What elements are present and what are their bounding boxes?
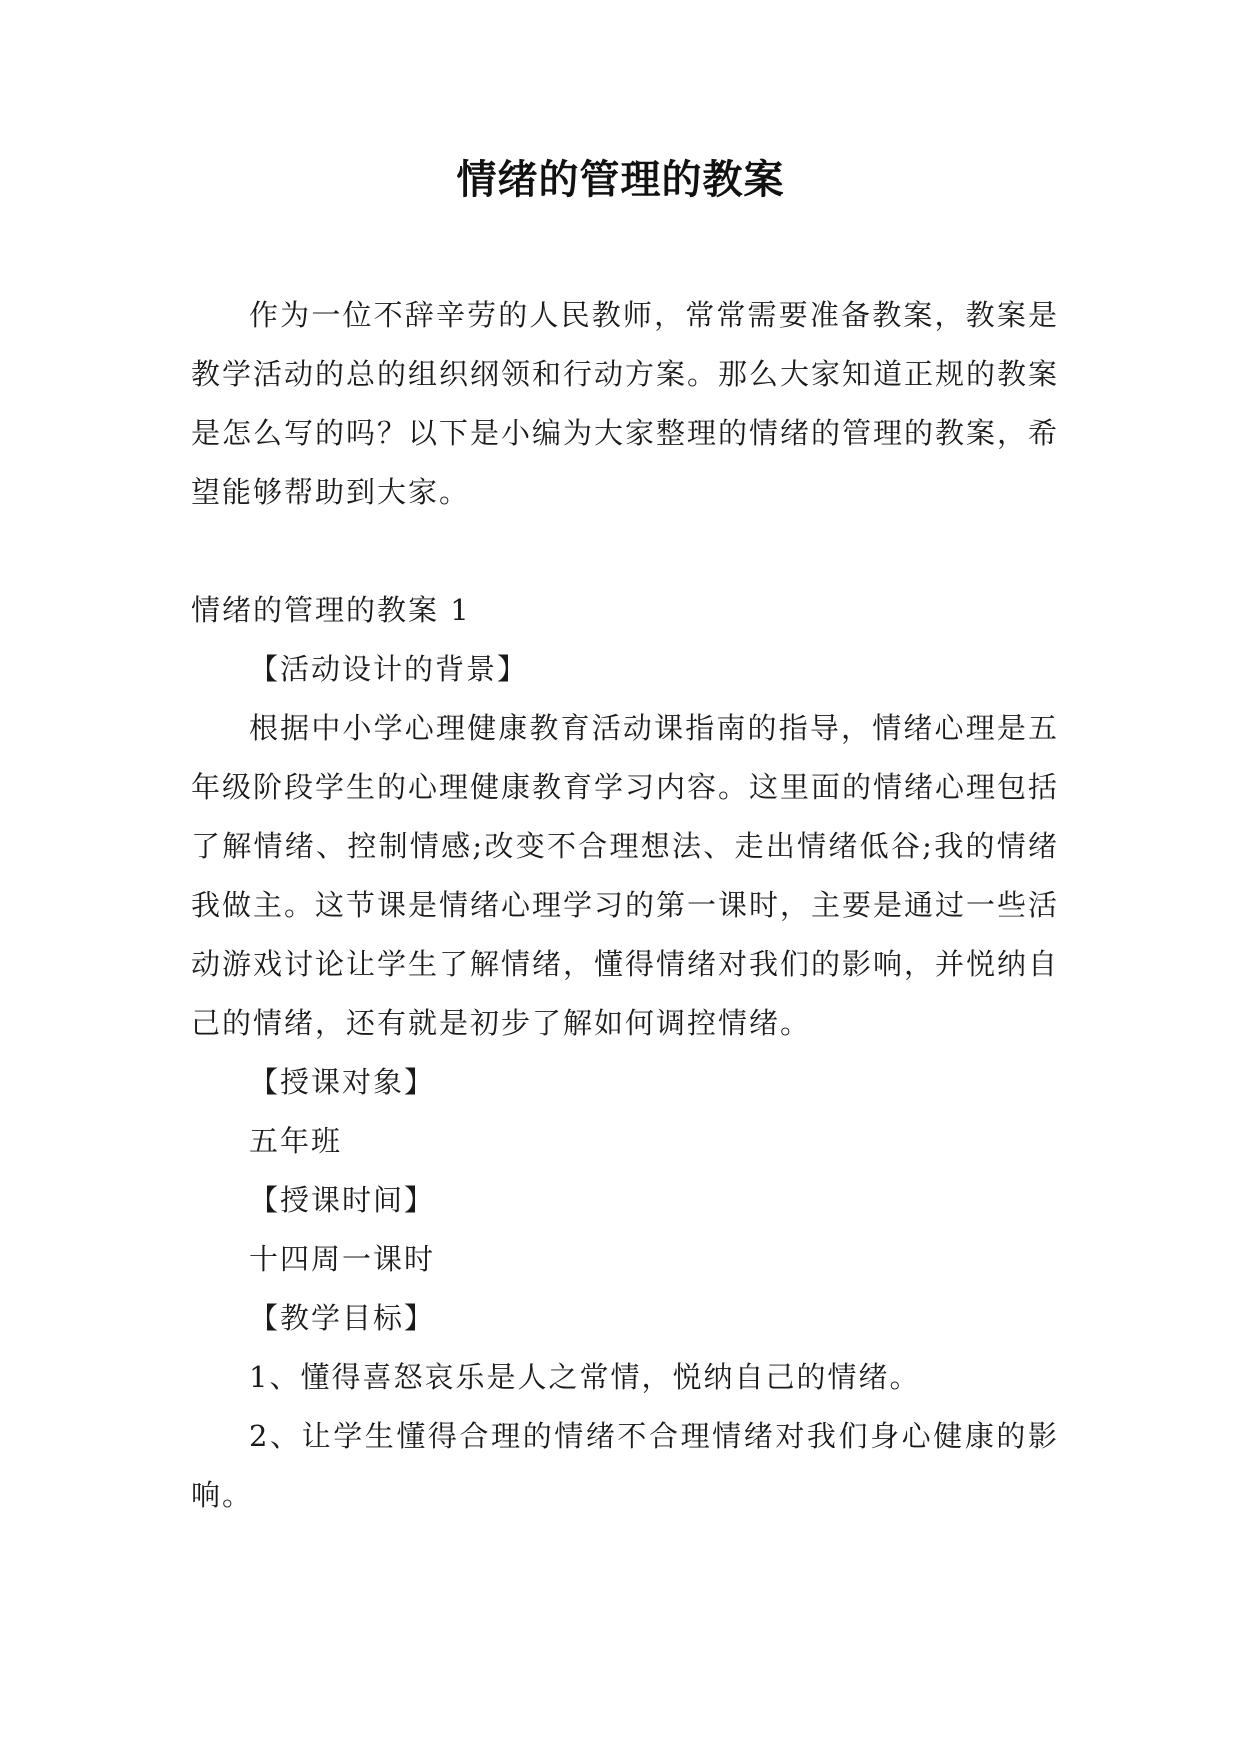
audience-paragraph: 五年班	[249, 1124, 343, 1158]
section-heading: 情绪的管理的教案 1	[191, 593, 471, 627]
background-heading: 【活动设计的背景】	[249, 652, 529, 686]
intro-paragraph: 作为一位不辞辛劳的人民教师，常常需要准备教案，教案是教学活动的总的组织纲领和行动方案。那么大家知道正规的教案是怎么写的吗？以下是小编为大家整理的情绪的管理的教案，希望能够帮助到大家。	[191, 298, 1060, 509]
goal-item-2: 2、让学生懂得合理的情绪不合理情绪对我们身心健康的影响。	[191, 1419, 1059, 1512]
document-body	[191, 286, 1059, 1525]
paragraph-gap	[191, 522, 1059, 581]
audience-heading: 【授课对象】	[249, 1065, 436, 1099]
background-paragraph: 根据中小学心理健康教育活动课指南的指导，情绪心理是五年级阶段学生的心理健康教育学习内容。这里面的情绪心理包括了解情绪、控制情感;改变不合理想法、走出情绪低谷;我的情绪我做主。这节课是情绪心理学习的第一课时，主要是通过一些活动游戏讨论让学生了解情绪，懂得情绪对我们的影响，并悦纳自己的情绪，还有就是初步了解如何调控情绪。	[191, 711, 1060, 1040]
document-title: 情绪的管理的教案	[456, 157, 785, 203]
goals-heading: 【教学目标】	[249, 1301, 436, 1335]
time-heading: 【授课时间】	[249, 1183, 436, 1217]
goal-item-1: 1、懂得喜怒哀乐是人之常情，悦纳自己的情绪。	[249, 1360, 921, 1394]
time-paragraph: 十四周一课时	[249, 1242, 436, 1276]
